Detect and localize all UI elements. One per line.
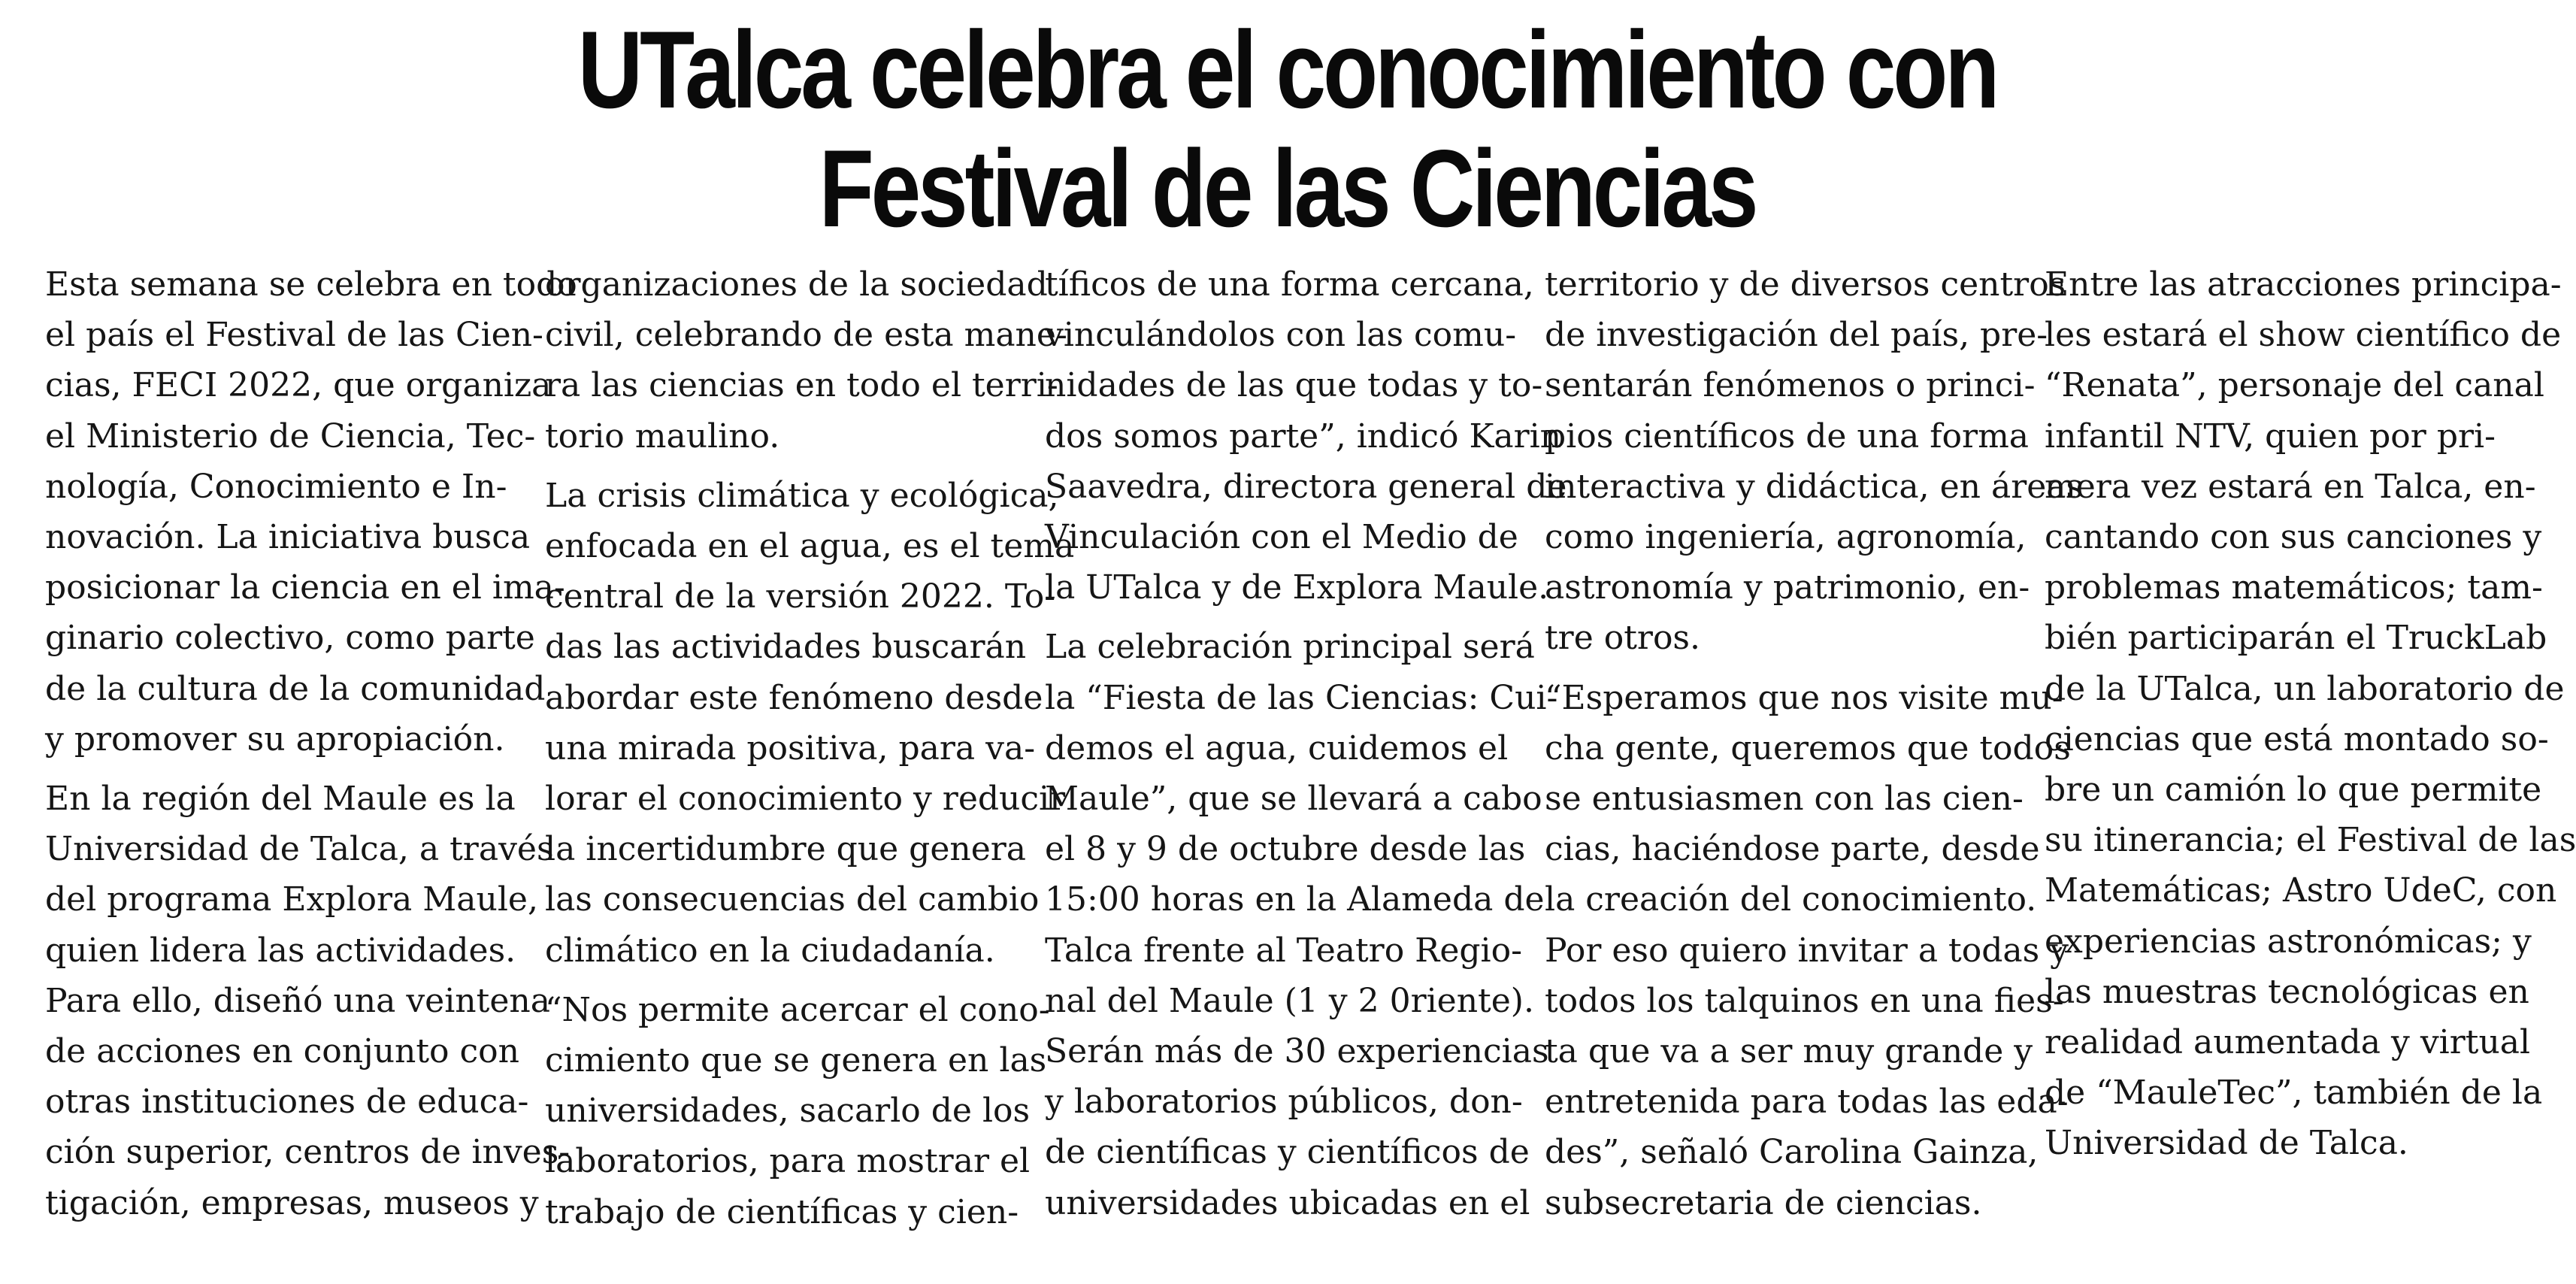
text-line: la UTalca y de Explora Maule.: [1045, 568, 1549, 607]
paragraph: [1045, 259, 1567, 613]
paragraph: [1545, 259, 2084, 664]
text-line: les estará el show científico de: [2045, 316, 2562, 355]
column-3: [1045, 259, 1567, 1237]
text-line: demos el agua, cuidemos el: [1045, 728, 1509, 768]
paragraph: [545, 259, 1067, 462]
column-4: [1545, 259, 2084, 1237]
text-line: universidades, sacarlo de los: [545, 1092, 1031, 1131]
text-line: territorio y de diversos centros: [1545, 265, 2066, 304]
headline-line-2: Festival de las Ciencias: [819, 127, 1756, 250]
headline: [232, 8, 2343, 250]
text-line: de investigación del país, pre-: [1545, 316, 2048, 355]
column-5: [2045, 259, 2576, 1178]
text-line: quien lidera las actividades.: [45, 931, 516, 970]
text-line: La crisis climática y ecológica,: [545, 476, 1059, 515]
paragraph: [45, 259, 577, 765]
text-line: mera vez estará en Talca, en-: [2045, 467, 2536, 506]
text-line: ción superior, centros de inves-: [45, 1133, 571, 1172]
text-line: Vinculación con el Medio de: [1045, 518, 1518, 557]
text-line: Universidad de Talca, a través: [45, 830, 554, 869]
text-line: de científicas y científicos de: [1045, 1133, 1530, 1172]
text-line: bre un camión lo que permite: [2045, 771, 2542, 810]
text-line: problemas matemáticos; tam-: [2045, 568, 2543, 607]
text-line: posicionar la ciencia en el ima-: [45, 568, 565, 607]
text-line: infantil NTV, quien por pri-: [2045, 416, 2496, 456]
paragraph: [545, 985, 1050, 1237]
text-line: Esta semana se celebra en todo: [45, 265, 577, 304]
text-line: trabajo de científicas y cien-: [545, 1192, 1019, 1231]
text-line: su itinerancia; el Festival de las: [2045, 821, 2576, 860]
text-line: civil, celebrando de esta mane-: [545, 316, 1067, 355]
text-line: como ingeniería, agronomía,: [1545, 518, 2027, 557]
text-line: y laboratorios públicos, don-: [1045, 1083, 1523, 1122]
text-line: la “Fiesta de las Ciencias: Cui-: [1045, 678, 1558, 717]
text-line: torio maulino.: [545, 416, 780, 456]
text-line: novación. La iniciativa busca: [45, 518, 531, 557]
text-line: cias, haciéndose parte, desde: [1545, 830, 2040, 869]
text-line: 15:00 horas en la Alameda de: [1045, 880, 1545, 919]
text-line: organizaciones de la sociedad: [545, 265, 1048, 304]
text-line: La celebración principal será: [1045, 628, 1535, 667]
text-line: tigación, empresas, museos y: [45, 1183, 539, 1222]
text-line: tre otros.: [1545, 619, 1701, 658]
text-line: ciencias que está montado so-: [2045, 719, 2549, 759]
text-line: ta que va a ser muy grande y: [1545, 1032, 2033, 1071]
text-line: bién participarán el TruckLab: [2045, 619, 2547, 658]
text-line: de la cultura de la comunidad: [45, 669, 546, 708]
text-line: nidades de las que todas y to-: [1045, 366, 1543, 405]
text-line: des”, señaló Carolina Gainza,: [1545, 1133, 2039, 1172]
text-line: lorar el conocimiento y reducir: [545, 780, 1066, 819]
text-line: Maule”, que se llevará a cabo: [1045, 780, 1542, 819]
text-line: las muestras tecnológicas en: [2045, 972, 2529, 1011]
text-line: laboratorios, para mostrar el: [545, 1142, 1031, 1181]
text-line: Para ello, diseñó una veintena: [45, 981, 550, 1020]
text-line: y promover su apropiación.: [45, 719, 505, 759]
text-line: cias, FECI 2022, que organiza: [45, 366, 552, 405]
text-line: Entre las atracciones principa-: [2045, 265, 2562, 304]
text-line: enfocada en el agua, es el tema: [545, 527, 1075, 566]
column-2: [545, 259, 1075, 1246]
text-line: Serán más de 30 experiencias: [1045, 1032, 1549, 1071]
article-body: [45, 259, 2576, 1274]
text-line: Por eso quiero invitar a todas y: [1545, 931, 2069, 970]
text-line: tíficos de una forma cercana,: [1045, 265, 1534, 304]
text-line: Universidad de Talca.: [2045, 1124, 2408, 1163]
text-line: de la UTalca, un laboratorio de: [2045, 669, 2565, 708]
text-line: dos somos parte”, indicó Karin: [1045, 416, 1562, 456]
text-line: se entusiasmen con las cien-: [1545, 780, 2024, 819]
paragraph: [45, 774, 571, 1228]
text-line: vinculándolos con las comu-: [1045, 316, 1517, 355]
text-line: interactiva y didáctica, en áreas: [1545, 467, 2084, 506]
text-line: el 8 y 9 de octubre desde las: [1045, 830, 1526, 869]
text-line: Saavedra, directora general de: [1045, 467, 1567, 506]
text-line: Matemáticas; Astro UdeC, con: [2045, 871, 2557, 910]
text-line: nología, Conocimiento e In-: [45, 467, 507, 506]
text-line: las consecuencias del cambio: [545, 880, 1040, 919]
text-line: cha gente, queremos que todos: [1545, 728, 2071, 768]
text-line: “Renata”, personaje del canal: [2045, 366, 2544, 405]
text-line: subsecretaria de ciencias.: [1545, 1183, 1982, 1222]
text-line: experiencias astronómicas; y: [2045, 922, 2532, 961]
text-line: climático en la ciudadanía.: [545, 931, 995, 970]
text-line: la creación del conocimiento.: [1545, 880, 2037, 919]
text-line: todos los talquinos en una fies-: [1545, 981, 2064, 1020]
paragraph: [1045, 622, 1558, 1228]
text-line: realidad aumentada y virtual: [2045, 1023, 2531, 1062]
text-line: “Esperamos que nos visite mu-: [1545, 678, 2063, 717]
text-line: “Nos permite acercar el cono-: [545, 990, 1050, 1029]
text-line: cimiento que se genera en las: [545, 1041, 1047, 1080]
text-line: pios científicos de una forma: [1545, 416, 2030, 456]
text-line: abordar este fenómeno desde: [545, 678, 1043, 717]
text-line: de acciones en conjunto con: [45, 1032, 519, 1071]
text-line: el país el Festival de las Cien-: [45, 316, 543, 355]
text-line: sentarán fenómenos o princi-: [1545, 366, 2036, 405]
text-line: del programa Explora Maule,: [45, 880, 538, 919]
text-line: astronomía y patrimonio, en-: [1545, 568, 2030, 607]
text-line: En la región del Maule es la: [45, 780, 516, 819]
text-line: la incertidumbre que genera: [545, 830, 1026, 869]
text-line: central de la versión 2022. To-: [545, 577, 1056, 616]
text-line: otras instituciones de educa-: [45, 1083, 529, 1122]
text-line: das las actividades buscarán: [545, 628, 1027, 667]
paragraph: [545, 471, 1075, 976]
text-line: nal del Maule (1 y 2 0riente).: [1045, 981, 1534, 1020]
text-line: entretenida para todas las eda-: [1545, 1083, 2069, 1122]
headline-line-1: UTalca celebra el conocimiento con: [577, 8, 1997, 131]
text-line: una mirada positiva, para va-: [545, 728, 1036, 768]
text-line: el Ministerio de Ciencia, Tec-: [45, 416, 536, 456]
text-line: universidades ubicadas en el: [1045, 1183, 1530, 1222]
text-line: ra las ciencias en todo el terri-: [545, 366, 1058, 405]
text-line: Talca frente al Teatro Regio-: [1045, 931, 1522, 970]
text-line: ginario colectivo, como parte: [45, 619, 535, 658]
text-line: cantando con sus canciones y: [2045, 518, 2542, 557]
paragraph: [2045, 259, 2576, 1169]
paragraph: [1545, 673, 2071, 1228]
column-1: [45, 259, 577, 1237]
text-line: de “MauleTec”, también de la: [2045, 1074, 2543, 1113]
